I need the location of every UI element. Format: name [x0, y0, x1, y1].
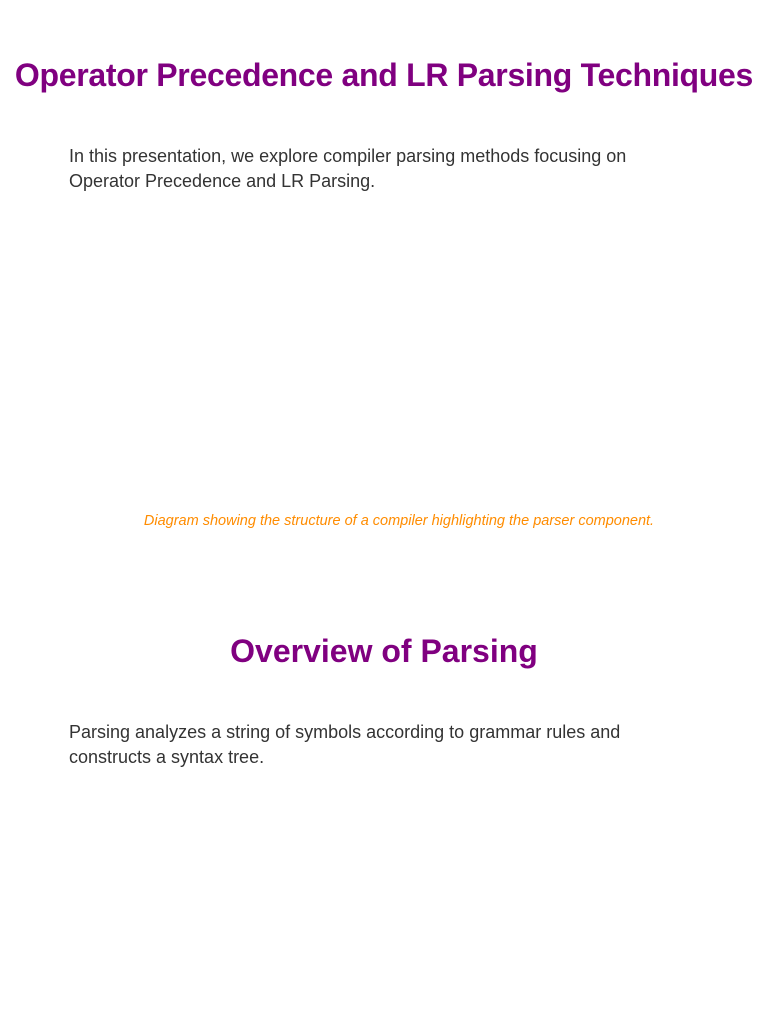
page-title: Operator Precedence and LR Parsing Techniques	[14, 57, 754, 93]
intro-paragraph: In this presentation, we explore compiler parsing methods focusing on Operator Precedence and LR Parsing.	[69, 146, 627, 191]
section-paragraph: Parsing analyzes a string of symbols according to grammar rules and constructs a syntax tree.	[69, 722, 621, 767]
section-title: Overview of Parsing	[230, 633, 538, 669]
figure-caption: Diagram showing the structure of a compiler highlighting the parser component.	[143, 513, 655, 529]
